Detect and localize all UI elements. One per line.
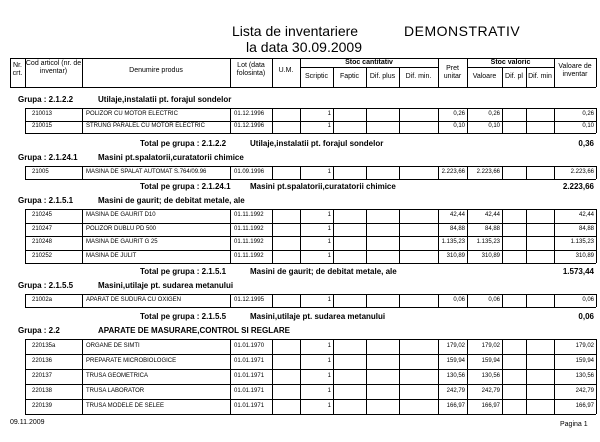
row-line — [25, 414, 596, 415]
item-inventory-value: 242,79 — [575, 388, 594, 394]
demo-watermark: DEMONSTRATIV — [404, 23, 521, 39]
row-col-line — [366, 209, 367, 263]
item-name: PREPARATE MICROBIOLOGICE — [86, 358, 177, 364]
row-col-line — [366, 108, 367, 133]
stoc-cant-subline — [300, 67, 438, 68]
report-date: la data 30.09.2009 — [246, 39, 362, 55]
row-col-line — [82, 294, 83, 307]
item-lot: 01.12.1995 — [234, 297, 265, 303]
item-scriptic: 1 — [327, 373, 331, 379]
row-col-line — [272, 294, 273, 307]
item-lot: 01.01.1970 — [234, 343, 265, 349]
item-price: 159,94 — [446, 358, 465, 364]
item-lot: 01.11.1992 — [234, 253, 264, 259]
item-code: 210247 — [32, 226, 53, 232]
item-value: 0,26 — [488, 111, 500, 117]
item-value: 130,56 — [481, 373, 500, 379]
item-lot: 01.11.1992 — [234, 212, 264, 218]
item-lot: 01.09.1996 — [234, 169, 265, 175]
group-total-name: Masini de gaurit; de debitat metale, ale — [250, 267, 397, 276]
footer-page: Pagina 1 — [560, 421, 588, 428]
header-nr: Nr. crt. — [12, 62, 23, 77]
row-line — [25, 384, 596, 385]
row-line — [25, 263, 596, 264]
row-line — [25, 166, 596, 167]
item-inventory-value: 0,06 — [582, 297, 594, 303]
item-name: ORGANE DE SIMTI — [86, 343, 140, 349]
item-price: 42,44 — [449, 212, 465, 218]
group-label: Grupa : 2.1.5.1 — [18, 196, 74, 205]
header-dif-min: Dif. min. — [405, 73, 432, 80]
group-total-value: 1.573,44 — [562, 267, 594, 276]
item-inventory-value: 84,88 — [578, 226, 594, 232]
row-col-line — [272, 166, 273, 179]
header-dif-plus: Dif. plus — [369, 73, 396, 80]
group-label: Grupa : 2.1.5.5 — [18, 281, 74, 290]
item-name: POLIZOR CU MOTOR ELECTRIC — [86, 111, 178, 117]
group-total-label: Total pe grupa : 2.1.5.5 — [140, 312, 227, 321]
item-value: 159,94 — [481, 358, 500, 364]
group-label: Grupa : 2.1.2.2 — [18, 95, 74, 104]
group-name: Masini de gaurit; de debitat metale, ale — [98, 196, 245, 205]
item-code: 210252 — [32, 253, 53, 259]
row-col-line — [366, 294, 367, 307]
row-col-line — [25, 166, 26, 179]
item-value: 1.135,23 — [476, 239, 500, 245]
item-code: 21002a — [32, 297, 53, 303]
row-col-line — [333, 108, 334, 133]
item-value: 0,06 — [488, 297, 500, 303]
item-lot: 01.11.1992 — [234, 239, 264, 245]
group-name: APARATE DE MASURARE,CONTROL SI REGLARE — [98, 326, 291, 335]
item-code: 210245 — [32, 212, 53, 218]
item-inventory-value: 159,94 — [575, 358, 594, 364]
row-col-line — [596, 209, 597, 263]
item-value: 84,88 — [484, 226, 500, 232]
item-value: 42,44 — [484, 212, 500, 218]
item-price: 0,06 — [453, 297, 465, 303]
row-line — [25, 369, 596, 370]
item-price: 84,88 — [449, 226, 465, 232]
item-inventory-value: 179,02 — [575, 343, 594, 349]
row-col-line — [596, 339, 597, 414]
item-scriptic: 1 — [327, 212, 331, 218]
item-scriptic: 1 — [327, 253, 331, 259]
item-value: 179,02 — [481, 343, 500, 349]
row-col-line — [82, 209, 83, 263]
row-col-line — [333, 294, 334, 307]
item-scriptic: 1 — [327, 169, 331, 175]
item-name: MASINA DE GAURIT D10 — [86, 212, 156, 218]
header-dif-min2: Dif. min — [528, 73, 552, 80]
item-scriptic: 1 — [327, 343, 331, 349]
row-col-line — [366, 166, 367, 179]
item-code: 210013 — [32, 111, 53, 117]
group-total-label: Total pe grupa : 2.1.2.2 — [140, 139, 227, 148]
row-line — [25, 250, 596, 251]
item-scriptic: 1 — [327, 226, 331, 232]
row-col-line — [25, 108, 26, 133]
item-code: 220135a — [32, 343, 56, 349]
header-scriptic: Scriptic — [305, 73, 328, 80]
header-lot: Lot (data folosinta) — [236, 62, 266, 77]
row-line — [25, 223, 596, 224]
item-price: 1.135,23 — [441, 239, 465, 245]
item-lot: 01.01.1971 — [234, 403, 265, 409]
header-denumire: Denumire produs — [129, 67, 183, 74]
group-label: Grupa : 2.2 — [18, 326, 60, 335]
row-col-line — [25, 209, 26, 263]
row-col-line — [333, 166, 334, 179]
item-price: 166,97 — [446, 403, 465, 409]
header-faptic: Faptic — [339, 73, 360, 80]
header-valoare: Valoare — [472, 73, 497, 80]
row-col-line — [502, 339, 503, 414]
item-inventory-value: 42,44 — [578, 212, 594, 218]
item-inventory-value: 1.135,23 — [570, 239, 594, 245]
row-col-line — [526, 166, 527, 179]
item-value: 166,97 — [481, 403, 500, 409]
header-pret: Pret unitar — [443, 65, 462, 80]
group-name: Masini pt.spalatorii,curatatorii chimice — [98, 153, 244, 162]
header-dif-pl: Dif. pl — [505, 73, 523, 80]
group-total-label: Total pe grupa : 2.1.5.1 — [140, 267, 227, 276]
item-value: 0,10 — [488, 123, 500, 129]
item-lot: 01.11.1992 — [234, 226, 264, 232]
item-scriptic: 1 — [327, 239, 331, 245]
item-code: 210015 — [32, 123, 53, 129]
item-code: 21005 — [32, 169, 49, 175]
row-col-line — [230, 108, 231, 133]
header-stoc-cantitativ: Stoc cantitativ — [345, 59, 393, 66]
group-total-name: Masini pt.spalatorii,curatatorii chimice — [250, 182, 396, 191]
group-total-value: 2.223,66 — [562, 182, 594, 191]
row-line — [25, 209, 596, 210]
item-code: 210248 — [32, 239, 53, 245]
row-line — [25, 354, 596, 355]
row-line — [25, 121, 596, 122]
row-line — [25, 294, 596, 295]
item-code: 220139 — [32, 403, 53, 409]
header-valoare-inventar: Valoare de inventar — [558, 63, 592, 78]
row-col-line — [526, 294, 527, 307]
item-scriptic: 1 — [327, 388, 331, 394]
row-col-line — [596, 166, 597, 179]
row-col-line — [272, 209, 273, 263]
item-name: MASINA DE GAURIT G 25 — [86, 239, 158, 245]
stoc-val-subline — [467, 67, 554, 68]
row-col-line — [272, 339, 273, 414]
item-code: 220138 — [32, 388, 53, 394]
item-value: 2.223,66 — [476, 169, 500, 175]
row-col-line — [82, 339, 83, 414]
item-name: TRUSA LABORATOR — [86, 388, 145, 394]
row-col-line — [230, 166, 231, 179]
item-name: MASINA DE SPALAT AUTOMAT S.764/09.96 — [86, 169, 207, 175]
row-line — [25, 236, 596, 237]
item-value: 242,79 — [481, 388, 500, 394]
item-lot: 01.01.1971 — [234, 358, 265, 364]
group-name: Utilaje,instalatii pt. forajul sondelor — [98, 95, 232, 104]
item-value: 310,89 — [481, 253, 500, 259]
row-col-line — [25, 339, 26, 414]
row-col-line — [502, 294, 503, 307]
row-col-line — [399, 209, 400, 263]
row-col-line — [502, 108, 503, 133]
item-name: MASINA DE JULIT — [86, 253, 137, 259]
group-name: Masini,utilaje pt. sudarea metanului — [98, 281, 234, 290]
row-col-line — [82, 166, 83, 179]
row-col-line — [399, 294, 400, 307]
row-col-line — [366, 339, 367, 414]
item-scriptic: 1 — [327, 403, 331, 409]
row-col-line — [399, 339, 400, 414]
row-col-line — [502, 166, 503, 179]
item-inventory-value: 0,10 — [582, 123, 594, 129]
item-price: 0,26 — [453, 111, 465, 117]
row-col-line — [230, 209, 231, 263]
item-name: POLIZOR DUBLU PD 500 — [86, 226, 157, 232]
row-col-line — [526, 209, 527, 263]
row-col-line — [230, 339, 231, 414]
header-stoc-valoric: Stoc valoric — [490, 59, 531, 66]
row-col-line — [526, 108, 527, 133]
header-um: U.M. — [278, 67, 294, 74]
item-lot: 01.12.1996 — [234, 111, 265, 117]
row-col-line — [82, 108, 83, 133]
row-col-line — [272, 108, 273, 133]
footer-date: 09.11.2009 — [10, 419, 45, 426]
vline — [596, 58, 597, 87]
row-col-line — [333, 339, 334, 414]
item-inventory-value: 2.223,66 — [570, 169, 594, 175]
group-label: Grupa : 2.1.24.1 — [18, 153, 78, 162]
item-scriptic: 1 — [327, 111, 331, 117]
item-lot: 01.01.1971 — [234, 373, 265, 379]
row-col-line — [399, 108, 400, 133]
item-price: 179,02 — [446, 343, 465, 349]
item-code: 220136 — [32, 358, 53, 364]
item-inventory-value: 130,56 — [575, 373, 594, 379]
item-inventory-value: 166,97 — [575, 403, 594, 409]
row-col-line — [526, 339, 527, 414]
row-col-line — [333, 209, 334, 263]
row-line — [25, 179, 596, 180]
row-line — [25, 133, 596, 134]
header-bottom-line — [10, 87, 596, 88]
group-total-name: Masini,utilaje pt. sudarea metanului — [250, 312, 386, 321]
report-title: Lista de inventariere — [232, 23, 359, 39]
row-col-line — [399, 166, 400, 179]
row-line — [25, 339, 596, 340]
item-price: 310,89 — [446, 253, 465, 259]
item-name: STRUNG PARALEL CU MOTOR ELECTRIC — [86, 123, 205, 129]
item-lot: 01.12.1996 — [234, 123, 265, 129]
item-inventory-value: 310,89 — [575, 253, 594, 259]
item-scriptic: 1 — [327, 358, 331, 364]
group-total-name: Utilaje,instalatii pt. forajul sondelor — [250, 139, 384, 148]
item-price: 2.223,66 — [441, 169, 465, 175]
row-line — [25, 307, 596, 308]
item-name: TRUSA GEOMETRICA — [86, 373, 149, 379]
row-col-line — [502, 209, 503, 263]
row-col-line — [230, 294, 231, 307]
item-price: 130,56 — [446, 373, 465, 379]
header-cod: Cod articol (nr. de inventar) — [25, 60, 82, 75]
item-code: 220137 — [32, 373, 53, 379]
group-total-label: Total pe grupa : 2.1.24.1 — [140, 182, 231, 191]
item-price: 0,10 — [453, 123, 465, 129]
item-scriptic: 1 — [327, 123, 331, 129]
row-col-line — [596, 294, 597, 307]
row-col-line — [596, 108, 597, 133]
item-price: 242,79 — [446, 388, 465, 394]
item-scriptic: 1 — [327, 297, 331, 303]
item-name: TRUSA MODELE DE SELEE — [86, 403, 165, 409]
item-lot: 01.01.1971 — [234, 388, 265, 394]
row-line — [25, 399, 596, 400]
item-name: APARAT DE SUDURA CU OXIGEN — [86, 297, 182, 303]
item-inventory-value: 0,26 — [582, 111, 594, 117]
row-line — [25, 108, 596, 109]
group-total-value: 0,36 — [578, 139, 594, 148]
row-col-line — [25, 294, 26, 307]
group-total-value: 0,06 — [578, 312, 594, 321]
